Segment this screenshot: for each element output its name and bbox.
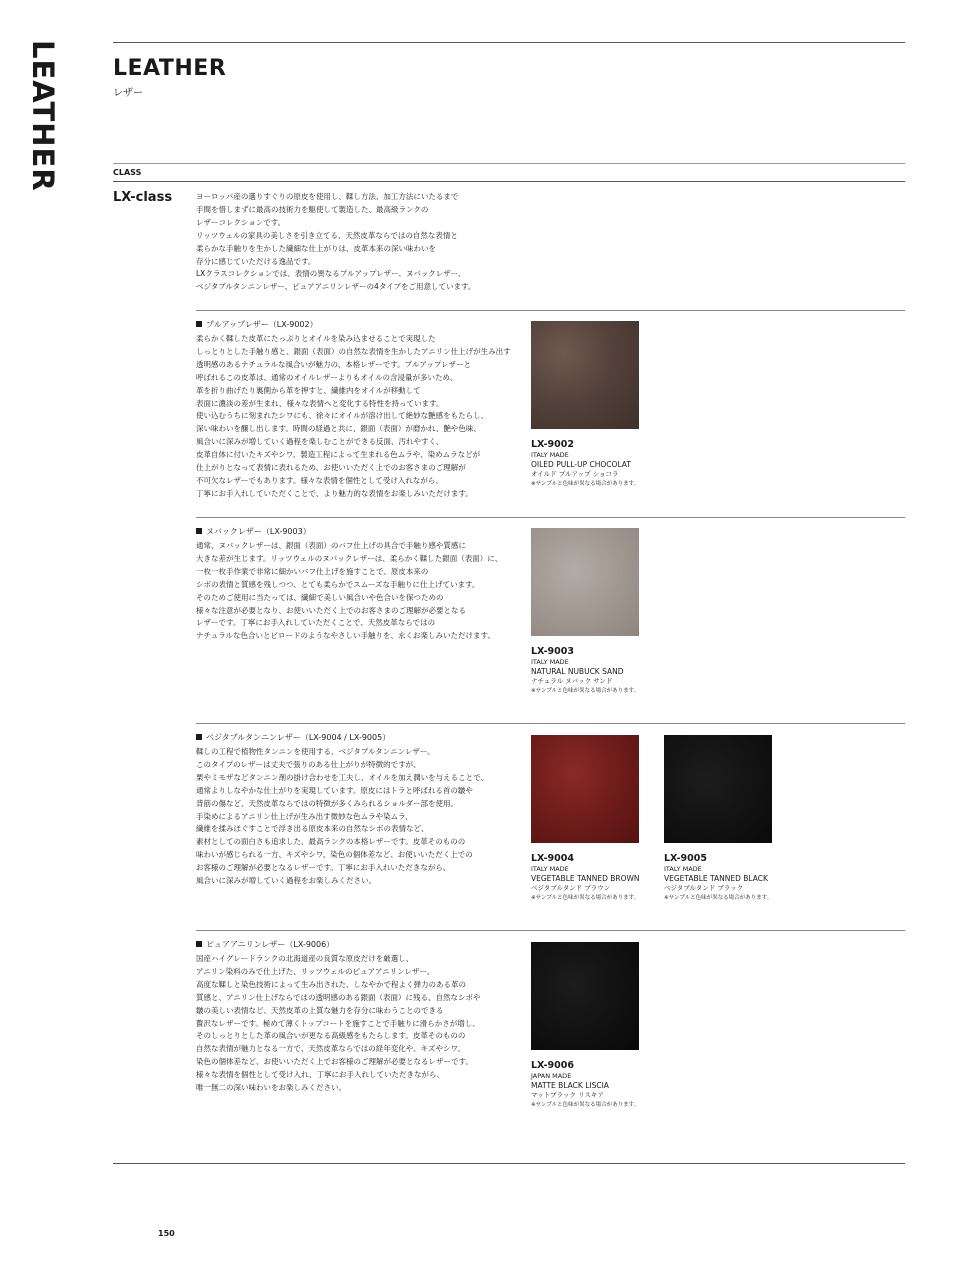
page-subtitle: レザー <box>113 88 143 99</box>
class-name: LX-class <box>113 190 173 205</box>
body-line: そのしっとりとした革の風合いが更なる高級感をもたらします。皮革そのものの <box>196 1031 466 1041</box>
product-origin: ITALY MADE <box>664 865 702 873</box>
body-line: 仕上がりとなって表情に表れるため、お使いいただく上でのお客さまのご理解が <box>196 463 466 473</box>
product-code: LX-9004 <box>531 853 574 864</box>
body-line: 表面に濃淡の差が生まれ、様々な表情へと変化する特性を持っています。 <box>196 398 444 408</box>
body-line: 様々な注意が必要となり、お使いいただく上でのお客さまのご理解が必要となる <box>196 605 466 615</box>
top-divider <box>113 42 905 43</box>
body-line: 国産ハイグレードランクの北海道産の良質な原皮だけを厳選し、 <box>196 954 414 963</box>
section-pull-up <box>196 319 526 501</box>
body-line: 素材としての面白さも追求した、最高ランクの本格レザーです。皮革そのものの <box>196 837 466 847</box>
body-line: 質感と、アニリン仕上げならではの透明感のある銀面（表面）に残る、自然なシボや <box>196 992 481 1002</box>
section-title-text: ヌバックレザー（LX-9003） <box>206 527 311 536</box>
product-note: ※サンプルと色味が異なる場合があります。 <box>531 688 640 694</box>
product-note: ※サンプルと色味が異なる場合があります。 <box>531 1102 640 1108</box>
section-body <box>196 746 526 888</box>
product-code: LX-9006 <box>531 1060 574 1071</box>
product-name: MATTE BLACK LISCIA <box>531 1081 609 1090</box>
body-line: 丁寧にお手入れしていただくことで、より魅力的な表情をお楽しみいただけます。 <box>196 488 473 498</box>
product-name: NATURAL NUBUCK SAND <box>531 667 624 676</box>
body-line: 呼ばれるこの皮革は、通常のオイルレザーよりもオイルの含浸量が多いため、 <box>196 372 458 382</box>
intro-line: レザーコレクションです。 <box>196 217 286 227</box>
square-bullet-icon <box>196 734 202 740</box>
body-line: 唯一無二の深い味わいをお楽しみください。 <box>196 1083 346 1093</box>
product-lx-9004 <box>531 735 661 903</box>
page-number: 150 <box>158 1229 175 1238</box>
body-line: 栗やミモザなどタンニン剤の掛け合わせを工夫し、オイルを加え潤いを与えることで、 <box>196 772 488 782</box>
body-line: 皮革自体に付いたキズやシワ、製造工程によって生まれる色ムラや、染めムラなどが <box>196 450 481 460</box>
body-line: 贅沢なレザーです。極めて薄くトップコートを施すことで手触りに滑らかさが増し、 <box>196 1018 480 1028</box>
body-line: 通常、ヌバックレザーは、銀面（表面）のバフ仕上げの具合で手触り感や質感に <box>196 541 466 550</box>
section-title <box>196 939 526 951</box>
section-divider <box>196 310 905 311</box>
section-body <box>196 333 526 501</box>
product-name-jp: ベジタブルタンド ブラック <box>664 884 744 892</box>
body-line: 風合いに深みが増していく過程をお楽しみください。 <box>196 876 376 886</box>
product-note: ※サンプルと色味が異なる場合があります。 <box>531 895 640 901</box>
product-origin: ITALY MADE <box>531 658 569 666</box>
section-nubuck <box>196 526 526 643</box>
square-bullet-icon <box>196 528 202 534</box>
body-line: しっとりとした手触り感と、銀面（表面）の自然な表情を生かしたアニリン仕上げが生み出す <box>196 346 511 356</box>
section-title-text: ベジタブルタンニンレザー（LX-9004 / LX-9005） <box>206 733 391 742</box>
body-line: 一枚一枚手作業で非常に細かいバフ仕上げを施すことで、原皮本来の <box>196 566 429 576</box>
body-line: 柔らかく鞣した皮革にたっぷりとオイルを染み込ませることで実現した <box>196 334 436 343</box>
body-line: 大きな差が生じます。リッツウェルのヌバックレザーは、柔らかく鞣した銀面（表面）に、 <box>196 553 503 563</box>
class-label: CLASS <box>113 168 142 177</box>
body-line: 使い込むうちに刻まれたシワにも、徐々にオイルが溶け出して絶妙な艶感をもたらし、 <box>196 411 489 421</box>
product-note: ※サンプルと色味が異なる場合があります。 <box>531 481 640 487</box>
intro-line: LXクラスコレクションでは、表情の異なるプルアップレザー、ヌバックレザー、 <box>196 269 466 279</box>
section-title <box>196 732 526 744</box>
body-line: シボの表情と質感を残しつつ、とても柔らかでスムーズな手触りに仕上げています。 <box>196 579 480 589</box>
body-line: レザーです。丁寧にお手入れしていただくことで、天然皮革ならではの <box>196 618 436 628</box>
product-name: VEGETABLE TANNED BLACK <box>664 874 768 883</box>
section-title <box>196 319 526 331</box>
body-line: 透明感のあるナチュラルな風合いが魅力の、本格レザーです。プルアップレザーと <box>196 359 472 369</box>
intro-line: 柔らかな手触りを生かした繊細な仕上がりは、皮革本来の深い味わいを <box>196 243 436 253</box>
body-line: 味わいが感じられる一方、キズやシワ、染色の個体差など、お使いいただく上での <box>196 850 473 860</box>
product-name-jp: ベジタブルタンド ブラウン <box>531 884 611 892</box>
body-line: 皺の美しい表情など、天然皮革の上質な魅力を存分に味わうことのできる <box>196 1005 444 1015</box>
body-line: 高度な鞣しと染色技術によって生み出された、しなやかで程よく弾力のある革の <box>196 979 466 989</box>
body-line: 鞣しの工程で植物性タンニンを使用する、ベジタブルタンニンレザー。 <box>196 747 435 756</box>
product-name-jp: ナチュラル ヌバック サンド <box>531 677 613 685</box>
square-bullet-icon <box>196 941 202 947</box>
body-line: このタイプのレザーは丈夫で張りのある仕上がりが特徴的ですが、 <box>196 759 421 769</box>
body-line: 通常よりしなやかな仕上がりを実現しています。原皮にはトラと呼ばれる首の皺や <box>196 785 473 795</box>
body-line: そのためご使用に当たっては、繊細で美しい風合いや色合いを保つための <box>196 592 444 602</box>
intro-text <box>196 191 526 294</box>
product-lx-9003 <box>531 528 661 696</box>
body-line: お客様のご理解が必要となるレザーです。丁寧にお手入れいただきながら、 <box>196 863 451 873</box>
bottom-divider <box>113 1163 905 1164</box>
intro-line: ヨーロッパ産の選りすぐりの原皮を使用し、鞣し方法、加工方法にいたるまで <box>196 192 459 201</box>
body-line: アニリン染料のみで仕上げた、リッツウェルのピュアアニリンレザー。 <box>196 966 435 976</box>
body-line: 繊維を揉みほぐすことで浮き出る原皮本来の自然なシボの表情など、 <box>196 824 429 834</box>
body-line: 自然な表情が魅力となる一方で、天然皮革ならではの経年変化や、キズやシワ、 <box>196 1044 465 1054</box>
section-vegetable-tanned <box>196 732 526 888</box>
product-note: ※サンプルと色味が異なる場合があります。 <box>664 895 773 901</box>
section-body <box>196 953 526 1095</box>
product-name-jp: マットブラック リスキア <box>531 1091 604 1099</box>
leather-swatch <box>531 942 639 1050</box>
body-line: 様々な表情を個性として受け入れ、丁寧にお手入れしていただきながら、 <box>196 1070 444 1080</box>
product-name: OILED PULL-UP CHOCOLAT <box>531 460 631 469</box>
leather-swatch <box>531 735 639 843</box>
product-lx-9005 <box>664 735 794 903</box>
product-lx-9002 <box>531 321 661 489</box>
product-code: LX-9003 <box>531 646 574 657</box>
body-line: 不可欠なレザーでもあります。様々な表情を個性として受け入れながら、 <box>196 475 443 485</box>
intro-line: 存分に感じていただける逸品です。 <box>196 256 316 266</box>
body-line: 染色の個体差など、お使いいただく上でお客様のご理解が必要となるレザーです。 <box>196 1057 473 1067</box>
section-divider <box>196 723 905 724</box>
product-code: LX-9002 <box>531 439 574 450</box>
class-divider-top <box>113 163 905 164</box>
section-title <box>196 526 526 538</box>
section-title-text: ピュアアニリンレザー（LX-9006） <box>206 940 335 949</box>
product-lx-9006 <box>531 942 661 1110</box>
section-title-text: プルアップレザー（LX-9002） <box>206 320 318 329</box>
body-line: ナチュラルな色合いとビロードのようなやさしい手触りを、永くお楽しみいただけます。 <box>196 631 495 641</box>
leather-swatch <box>664 735 772 843</box>
intro-line: ベジタブルタンニンレザー、ピュアアニリンレザーの4タイプをご用意しています。 <box>196 282 476 292</box>
body-line: 背筋の傷など、天然皮革ならではの特徴が多くみられるショルダー部を使用。 <box>196 798 458 808</box>
leather-swatch <box>531 528 639 636</box>
section-divider <box>196 517 905 518</box>
product-origin: ITALY MADE <box>531 451 569 459</box>
section-divider <box>196 930 905 931</box>
product-origin: JAPAN MADE <box>531 1072 572 1080</box>
body-line: 深い味わいを醸し出します。時間の経過と共に、銀面（表面）が磨かれ、艶や色味、 <box>196 424 481 434</box>
intro-line: 手間を惜しまずに最高の技術力を駆使して製造した、最高級ランクの <box>196 204 429 214</box>
body-line: 風合いに深みが増していく過程を楽しむことができる反面、汚れやすく、 <box>196 437 444 447</box>
body-line: 手染めによるアニリン仕上げが生み出す微妙な色ムラや染ムラ、 <box>196 811 413 821</box>
body-line: 革を折り曲げたり裏側から革を押すと、繊維内をオイルが移動して <box>196 385 421 395</box>
intro-line: リッツウェルの家具の美しさを引き立てる、天然皮革ならではの自然な表情と <box>196 230 458 240</box>
section-body <box>196 540 526 643</box>
leather-swatch <box>531 321 639 429</box>
vertical-title: LEATHER <box>26 40 60 192</box>
square-bullet-icon <box>196 321 202 327</box>
section-pure-aniline <box>196 939 526 1095</box>
product-name: VEGETABLE TANNED BROWN <box>531 874 640 883</box>
product-origin: ITALY MADE <box>531 865 569 873</box>
class-divider-bottom <box>113 181 905 182</box>
page-title: LEATHER <box>113 56 227 81</box>
product-code: LX-9005 <box>664 853 707 864</box>
product-name-jp: オイルド プルアップ ショコラ <box>531 470 619 478</box>
